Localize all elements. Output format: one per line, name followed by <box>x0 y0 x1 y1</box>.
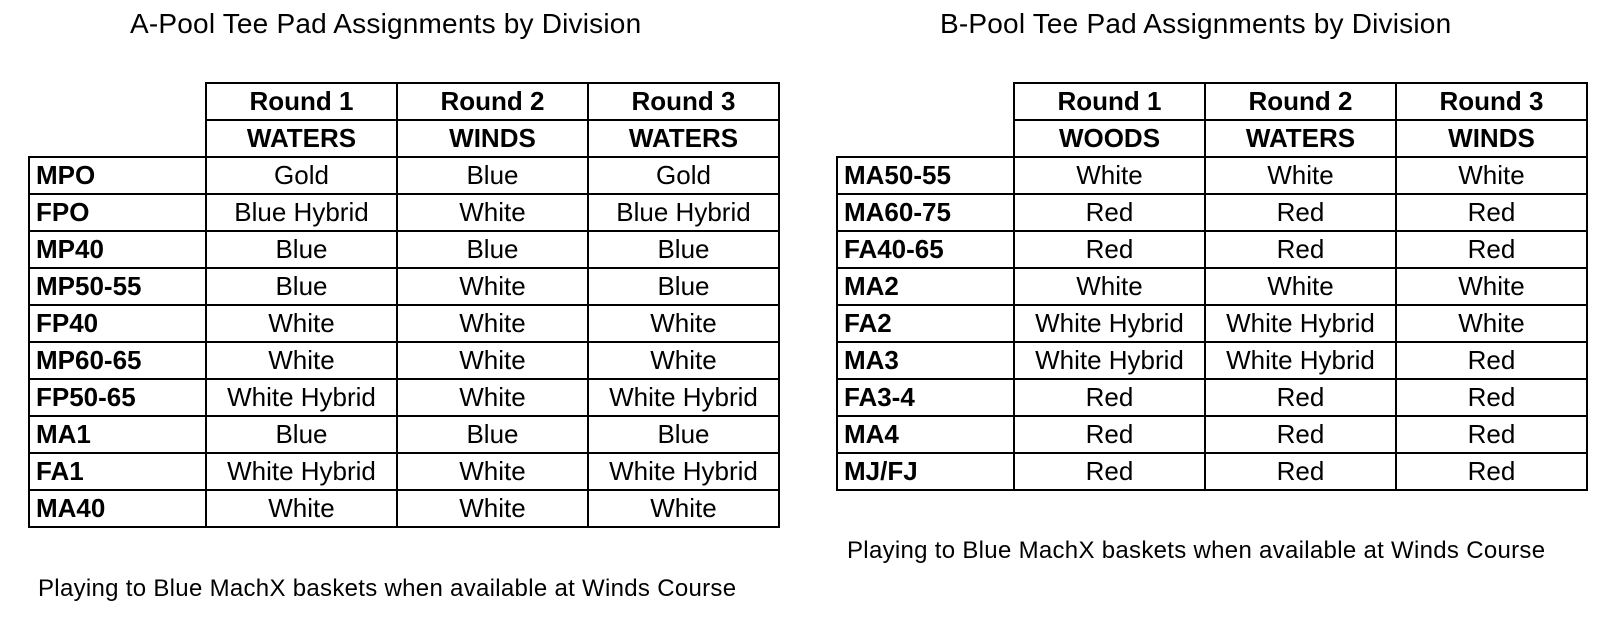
a-pool-table <box>28 82 780 528</box>
table-row <box>29 379 779 416</box>
division-name: MJ/FJ <box>837 453 1014 490</box>
round-header-row <box>837 83 1587 120</box>
division-name: MA3 <box>837 342 1014 379</box>
tee-cell-round-1: Blue <box>206 416 397 453</box>
division-name: MP50-55 <box>29 268 206 305</box>
tee-cell-round-2: Red <box>1205 379 1396 416</box>
tee-cell-round-3: Red <box>1396 194 1587 231</box>
division-name: FP50-65 <box>29 379 206 416</box>
tee-cell-round-3: White Hybrid <box>588 453 779 490</box>
tee-cell-round-2: White Hybrid <box>1205 342 1396 379</box>
table-row <box>29 490 779 527</box>
tee-cell-round-1: Red <box>1014 194 1205 231</box>
division-name: MP40 <box>29 231 206 268</box>
b-pool-title: B-Pool Tee Pad Assignments by Division <box>940 8 1452 39</box>
tee-cell-round-1: White Hybrid <box>1014 305 1205 342</box>
tee-cell-round-2: White <box>397 490 588 527</box>
round-2-header: Round 2 <box>397 83 588 120</box>
tee-cell-round-2: White <box>397 453 588 490</box>
tee-cell-round-2: White <box>397 379 588 416</box>
tee-cell-round-2: Blue <box>397 231 588 268</box>
division-name: MA1 <box>29 416 206 453</box>
division-name: FP40 <box>29 305 206 342</box>
tee-cell-round-3: Red <box>1396 342 1587 379</box>
tee-cell-round-3: Red <box>1396 453 1587 490</box>
round-3-header: Round 3 <box>588 83 779 120</box>
table-row <box>837 231 1587 268</box>
tee-cell-round-1: White Hybrid <box>1014 342 1205 379</box>
tee-cell-round-2: White <box>397 268 588 305</box>
round-1-course: WOODS <box>1014 120 1205 157</box>
tee-cell-round-1: White <box>206 342 397 379</box>
tee-cell-round-2: Blue <box>397 416 588 453</box>
tee-cell-round-3: Red <box>1396 231 1587 268</box>
table-row <box>29 268 779 305</box>
tee-cell-round-3: Red <box>1396 379 1587 416</box>
table-row <box>837 305 1587 342</box>
tee-cell-round-2: White <box>397 305 588 342</box>
table-row <box>837 194 1587 231</box>
table-row <box>837 453 1587 490</box>
round-1-course: WATERS <box>206 120 397 157</box>
division-name: FPO <box>29 194 206 231</box>
tee-cell-round-1: Gold <box>206 157 397 194</box>
division-name: FA1 <box>29 453 206 490</box>
table-row <box>29 157 779 194</box>
division-name: MA40 <box>29 490 206 527</box>
tee-cell-round-3: White <box>1396 157 1587 194</box>
tee-cell-round-1: White <box>206 305 397 342</box>
tee-cell-round-1: Blue Hybrid <box>206 194 397 231</box>
division-name: FA3-4 <box>837 379 1014 416</box>
table-row <box>837 416 1587 453</box>
tee-cell-round-3: White <box>588 490 779 527</box>
division-name: MPO <box>29 157 206 194</box>
a-pool-footnote: Playing to Blue MachX baskets when available at Winds Course <box>38 575 737 602</box>
tee-cell-round-2: Red <box>1205 231 1396 268</box>
a-pool-title: A-Pool Tee Pad Assignments by Division <box>130 8 642 39</box>
tee-cell-round-2: Red <box>1205 416 1396 453</box>
tee-cell-round-3: Gold <box>588 157 779 194</box>
division-name: MA50-55 <box>837 157 1014 194</box>
tee-cell-round-1: Red <box>1014 453 1205 490</box>
tee-cell-round-3: White <box>588 342 779 379</box>
tee-cell-round-3: Blue <box>588 268 779 305</box>
tee-cell-round-2: Red <box>1205 453 1396 490</box>
tee-cell-round-2: White <box>397 342 588 379</box>
tee-cell-round-3: White <box>1396 305 1587 342</box>
tee-cell-round-3: Blue Hybrid <box>588 194 779 231</box>
tee-cell-round-1: Red <box>1014 379 1205 416</box>
tee-cell-round-1: Blue <box>206 231 397 268</box>
round-3-course: WATERS <box>588 120 779 157</box>
tee-cell-round-3: White Hybrid <box>588 379 779 416</box>
table-row <box>29 231 779 268</box>
table-row <box>837 268 1587 305</box>
division-name: FA40-65 <box>837 231 1014 268</box>
division-name: MA60-75 <box>837 194 1014 231</box>
division-name: MA4 <box>837 416 1014 453</box>
tee-cell-round-2: Blue <box>397 157 588 194</box>
tee-cell-round-1: Red <box>1014 231 1205 268</box>
tee-cell-round-1: Red <box>1014 416 1205 453</box>
tee-cell-round-2: White Hybrid <box>1205 305 1396 342</box>
division-name: MA2 <box>837 268 1014 305</box>
tee-cell-round-3: White <box>588 305 779 342</box>
division-name: MP60-65 <box>29 342 206 379</box>
tee-cell-round-3: Blue <box>588 231 779 268</box>
round-3-header: Round 3 <box>1396 83 1587 120</box>
tee-cell-round-1: White Hybrid <box>206 453 397 490</box>
b-pool-table <box>836 82 1588 491</box>
table-row <box>29 453 779 490</box>
tee-cell-round-3: Blue <box>588 416 779 453</box>
table-row <box>837 379 1587 416</box>
tee-cell-round-1: White Hybrid <box>206 379 397 416</box>
tee-cell-round-2: White <box>397 194 588 231</box>
round-3-course: WINDS <box>1396 120 1587 157</box>
round-2-header: Round 2 <box>1205 83 1396 120</box>
table-row <box>837 157 1587 194</box>
tee-cell-round-3: White <box>1396 268 1587 305</box>
round-1-header: Round 1 <box>1014 83 1205 120</box>
table-row <box>29 416 779 453</box>
tee-cell-round-2: White <box>1205 157 1396 194</box>
division-name: FA2 <box>837 305 1014 342</box>
round-1-header: Round 1 <box>206 83 397 120</box>
tee-cell-round-1: White <box>206 490 397 527</box>
tee-cell-round-1: Blue <box>206 268 397 305</box>
table-row <box>837 342 1587 379</box>
round-header-row <box>29 83 779 120</box>
corner-cell <box>837 83 1014 157</box>
tee-cell-round-1: White <box>1014 157 1205 194</box>
round-2-course: WATERS <box>1205 120 1396 157</box>
tee-cell-round-3: Red <box>1396 416 1587 453</box>
table-row <box>29 342 779 379</box>
tee-cell-round-2: Red <box>1205 194 1396 231</box>
table-row <box>29 305 779 342</box>
table-row <box>29 194 779 231</box>
b-pool-footnote: Playing to Blue MachX baskets when available at Winds Course <box>847 537 1546 564</box>
round-2-course: WINDS <box>397 120 588 157</box>
tee-cell-round-2: White <box>1205 268 1396 305</box>
corner-cell <box>29 83 206 157</box>
tee-cell-round-1: White <box>1014 268 1205 305</box>
